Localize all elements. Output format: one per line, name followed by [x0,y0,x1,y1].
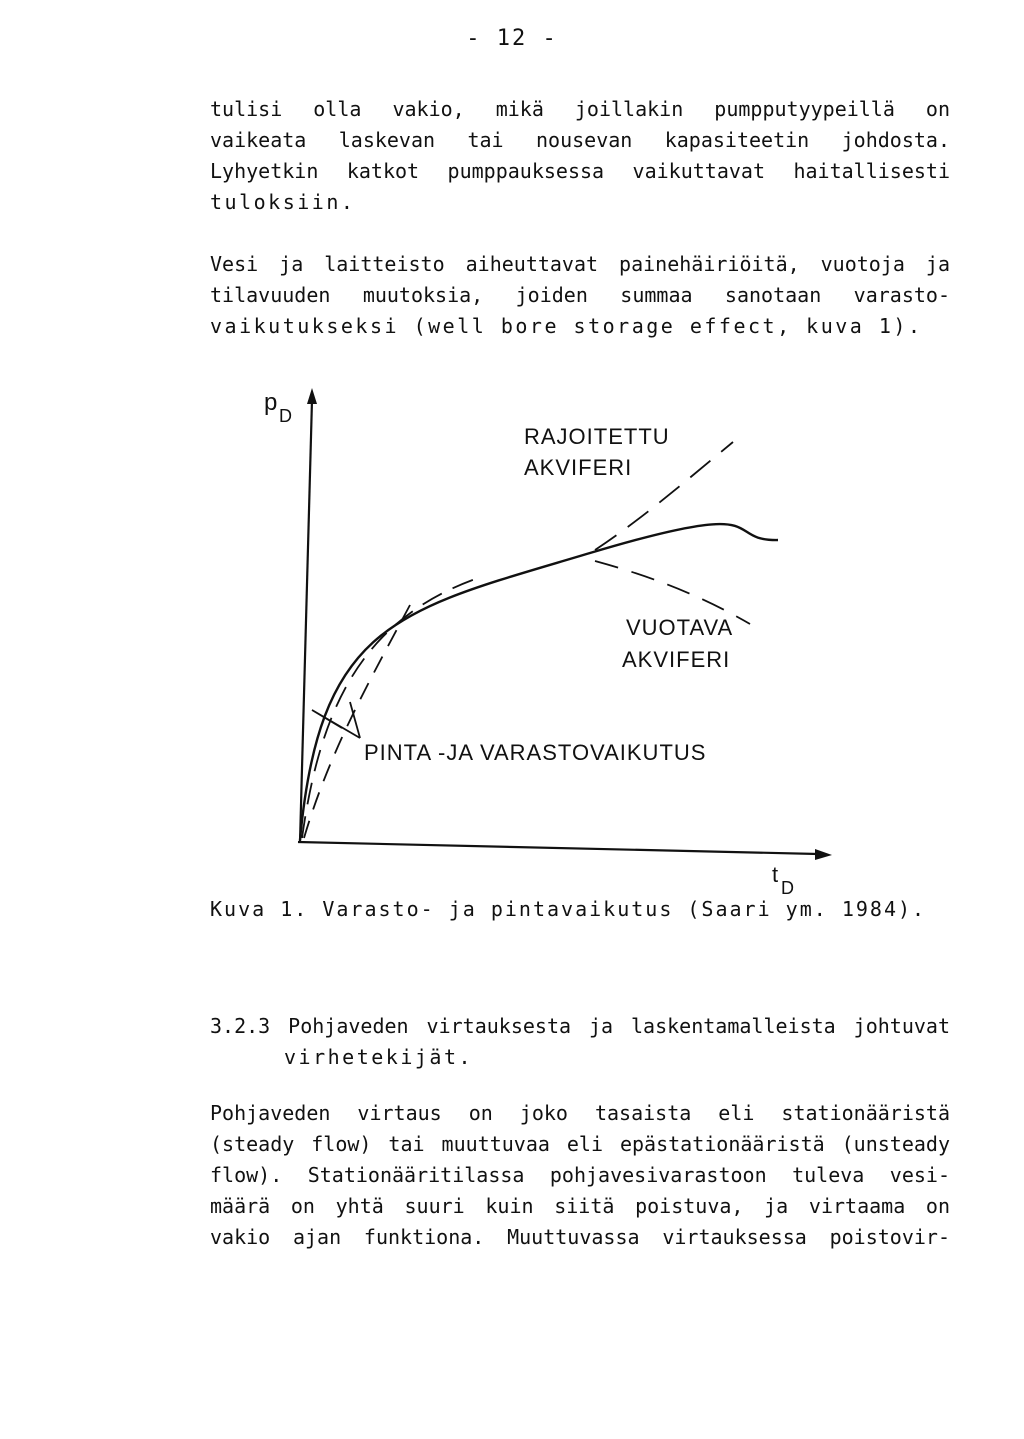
text-line: Lyhyetkin katkot pumppauksessa vaikuttavat haitallisesti [210,159,950,183]
x-axis-label: t [772,862,779,887]
figure-caption: Kuva 1. Varasto- ja pintavaikutus (Saari ym. 1984). [210,897,927,921]
text-line: (steady flow) tai muuttuvaa eli epästationääristä (unsteady [210,1132,950,1156]
paragraph-1 [210,94,950,218]
text-line: vaikutukseksi (well bore storage effect, kuva 1). [210,314,923,338]
text-line: Pohjaveden virtaus on joko tasaista eli stationääristä [210,1101,950,1125]
section-heading [210,1011,950,1073]
label-bounded-line2: AKVIFERI [524,455,633,480]
label-bounded-line1: RAJOITETTU [524,424,670,449]
text-line: vakio ajan funktiona. Muuttuvassa virtauksessa poistovir- [210,1225,950,1249]
section-heading-line: 3.2.3 Pohjaveden virtauksesta ja laskentamalleista johtuvat [210,1014,950,1038]
x-axis-arrow [815,849,832,860]
text-line: flow). Stationääritilassa pohjavesivarastoon tuleva vesi- [210,1163,950,1187]
text-line: vaikeata laskevan tai nousevan kapasiteetin johdosta. [210,128,950,152]
label-leaky-line2: AKVIFERI [622,647,731,672]
x-axis [298,842,818,854]
storage-dashed-curve-inner [304,605,410,838]
x-axis-subscript: D [781,878,794,898]
text-line: tulisi olla vakio, mikä joillakin pumpputyypeillä on [210,97,950,121]
pressure-response-curve [300,524,778,840]
text-line: tilavuuden muutoksia, joiden summaa sanotaan varasto- [210,283,950,307]
text-line: määrä on yhtä suuri kuin siitä poistuva, ja virtaama on [210,1194,950,1218]
y-axis-subscript: D [279,406,292,426]
paragraph-3 [210,1098,950,1253]
section-heading-line: virhetekijät. [284,1045,474,1069]
page-number: - 12 - [466,26,558,51]
label-leaky-line1: VUOTAVA [626,615,734,640]
text-line: tuloksiin. [210,190,356,214]
text-line: Vesi ja laitteisto aiheuttavat painehäiriöitä, vuotoja ja [210,252,950,276]
label-storage-effect: PINTA -JA VARASTOVAIKUTUS [364,740,707,765]
y-axis-arrow [307,388,317,404]
paragraph-2 [210,249,950,342]
y-axis [300,400,312,842]
storage-effect-figure [250,380,850,900]
y-axis-label: p [264,389,278,416]
